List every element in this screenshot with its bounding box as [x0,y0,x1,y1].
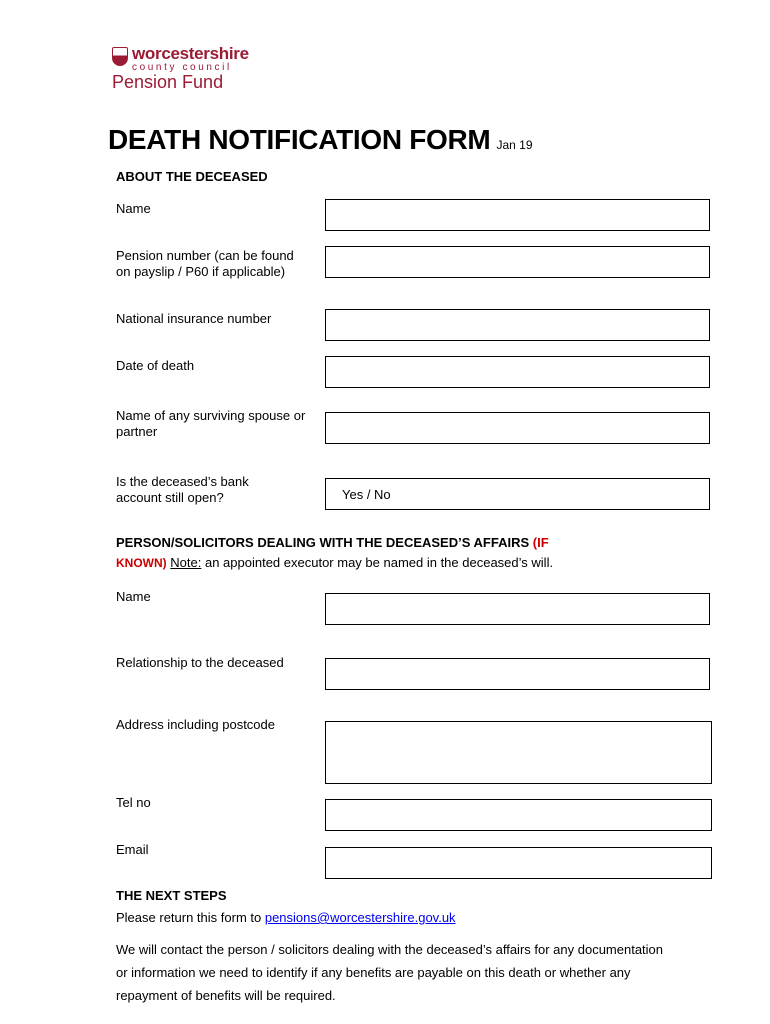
note-label: Note: [170,555,202,570]
relationship-field[interactable] [325,658,710,690]
relationship-label: Relationship to the deceased [116,655,284,670]
deceased-name-field[interactable] [325,199,710,231]
logo-pension-fund: Pension Fund [112,72,224,92]
email-field[interactable] [325,847,712,879]
return-text: Please return this form to [116,910,265,925]
ni-number-label: National insurance number [116,311,272,326]
section-heading-next-steps: THE NEXT STEPS [116,888,227,903]
affairs-heading-text: PERSON/SOLICITORS DEALING WITH THE DECEASED’S AFFAIRS [116,535,530,550]
contact-name-field[interactable] [325,593,710,625]
page-title [108,124,533,156]
date-of-death-label: Date of death [116,358,195,373]
section-heading-affairs [116,535,549,550]
date-of-death-field[interactable] [325,356,710,388]
address-field[interactable] [325,721,712,784]
note-text: an appointed executor may be named in the deceased’s will. [201,555,554,570]
form-date: Jan 19 [496,138,533,152]
pensions-email-link[interactable]: pensions@worcestershire.gov.uk [264,910,456,925]
affairs-known-text: KNOWN) [116,556,167,570]
surviving-spouse-label: Name of any surviving spouse or partner [116,408,306,439]
bank-account-label: Is the deceased’s bank account still open? [116,474,249,505]
tel-field[interactable] [325,799,712,831]
bank-account-yes-no: Yes / No [342,486,391,502]
pension-number-field[interactable] [325,246,710,278]
logo-worcestershire: worcestershire [132,44,249,63]
council-crest-icon [112,47,128,66]
ni-number-field[interactable] [325,309,710,341]
contact-name-label: Name [116,589,151,604]
affairs-note [116,555,553,570]
deceased-name-label: Name [116,201,151,216]
section-heading-deceased: ABOUT THE DECEASED [116,169,268,184]
logo-county-council: county council [132,62,232,73]
bank-account-field[interactable] [325,478,710,510]
form-title: DEATH NOTIFICATION FORM [108,124,491,155]
email-label: Email [116,842,149,857]
tel-label: Tel no [116,795,151,810]
address-label: Address including postcode [116,717,275,732]
return-instruction [116,906,676,929]
affairs-if-text: (IF [532,535,549,550]
surviving-spouse-field[interactable] [325,412,710,444]
pension-number-label: Pension number (can be found on payslip / P60 if applicable) [116,248,294,279]
next-steps-paragraph: We will contact the person / solicitors dealing with the deceased’s affairs for any documentation or information we need to identify if any benefits are payable on this death or whether any repayment of benefits will be required. [116,942,664,1003]
